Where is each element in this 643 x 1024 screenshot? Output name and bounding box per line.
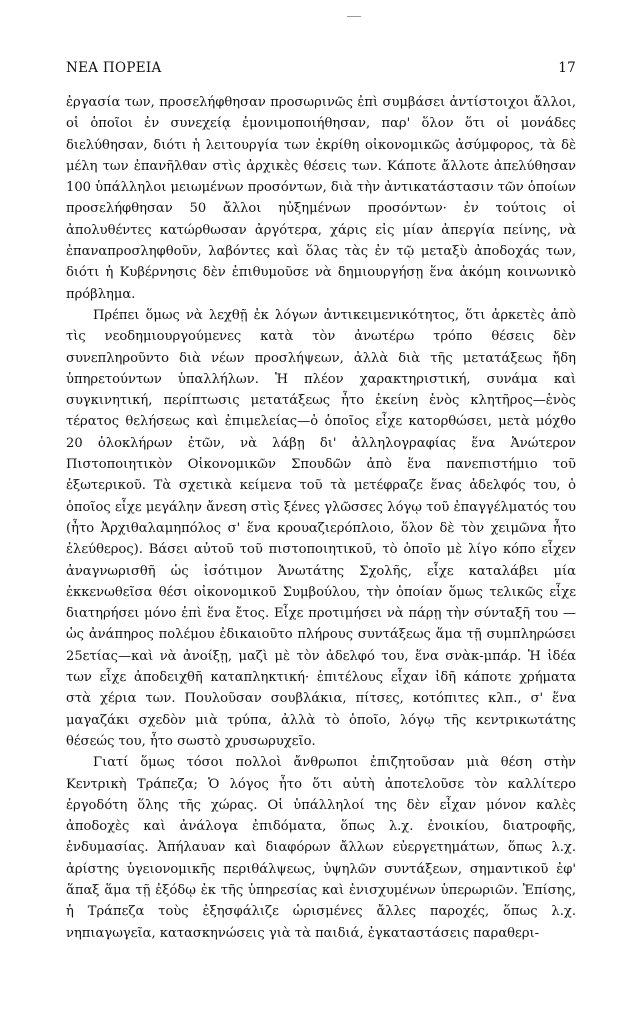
paragraph-1: ἐργασία των, προσελήφθησαν προσωρινῶς ἐπὶ συμβάσει ἀντίστοιχοι ἄλλοι, οἱ ὁποῖοι ἐν συνεχείᾳ ἐμονιμοποιήθησαν, παρ' ὅλον ὅτι οἱ μονάδες διελύθησαν, διότι ἡ λειτουργία των ἐκρίθη οἰκονομικῶς ἀσύμφορος, τὰ δὲ μέλη των ἐπανῆλθαν στὶς ἀρχικὲς θέσεις των. Κάποτε ἄλλοτε ἀπελύθησαν 100 ὑπάλληλοι μειωμένων προσόντων, διὰ τὴν ἀντικατάστασιν τῶν ὁποίων προσελήφθησαν 50 ἄλλοι ηὐξημένων προσόντων· ἐν τούτοις οἱ ἀπολυθέντες κατώρθωσαν ἀργότερα, χάρις εἰς μίαν ἀπεργία πείνης, νὰ ἐπαναπροσληφθοῦν, λαβόντες καὶ ὅλας τὰς ἐν τῷ μεταξὺ ἀποδοχάς των, διότι ἡ Κυβέρνησις δὲν ἐπιθυμοῦσε νὰ δημιουργήσῃ ἕνα ἀκόμη κοινωνικὸ πρόβλημα. bbox=[66, 95, 576, 302]
top-margin-mark bbox=[347, 16, 361, 17]
running-header bbox=[66, 60, 576, 76]
running-title: ΝΕΑ ΠΟΡΕΙΑ bbox=[66, 60, 162, 76]
page-number: 17 bbox=[558, 60, 576, 76]
paragraph-2: Πρέπει ὅμως νὰ λεχθῇ ἐκ λόγων ἀντικειμενικότητος, ὅτι ἀρκετὲς ἀπὸ τὶς νεοδημιουργούμενες κατὰ τὸν ἀνωτέρω τρόπο θέσεις δὲν συνεπληροῦντο διὰ νέων προσλήψεων, ἀλλὰ διὰ τῆς μετατάξεως ἤδη ὑπηρετούντων ὑπαλλήλων. Ἡ πλέον χαρακτηριστική, συνάμα καὶ συγκινητική, περίπτωσις μετατάξεως ἦτο ἐκείνη ἑνὸς κλητῆρος—ἑνὸς τέρατος θελήσεως καὶ ἐπιμελείας—ὁ ὁποῖος εἶχε κατορθώσει, μετὰ μόχθο 20 ὁλοκλήρων ἐτῶν, νὰ λάβῃ δι' ἀλληλογραφίας ἕνα Ἀνώτερον Πιστοποιητικὸν Οἰκονομικῶν Σπουδῶν ἀπὸ ἕνα πανεπιστήμιο τοῦ ἐξωτερικοῦ. Τὰ σχετικὰ κείμενα τοῦ τὰ μετέφραζε ἕνας ἀδελφός του, ὁ ὁποῖος εἶχε μεγάλην ἄνεση στὶς ξένες γλῶσσες λόγῳ τοῦ ἐπαγγέλματός του (ἦτο Ἀρχιθαλαμηπόλος σ' ἕνα κρουαζιερόπλοιο, ὅλον δὲ τὸν χειμῶνα ἦτο ἐλεύθερος). Βάσει αὐτοῦ τοῦ πιστοποιητικοῦ, τὸ ὁποῖο μὲ λίγο κόπο εἶχεν ἀναγνωρισθῆ ὡς ἰσότιμον Ἀνωτάτης Σχολῆς, εἶχε καταλάβει μία ἐκκενωθεῖσα θέσι οἰκονομικοῦ Συμβούλου, τὴν ὁποίαν ὅμως τελικῶς εἶχε διατηρήσει μόνο ἐπὶ ἕνα ἔτος. Εἶχε προτιμήσει νὰ πάρῃ τὴν σύνταξῆ του —ὡς ἀνάπηρος πολέμου ἐδικαιοῦτο πλήρους συντάξεως ἅμα τῇ συμπληρώσει 25ετίας—καὶ νὰ ἀνοίξῃ, μαζὶ μὲ τὸν ἀδελφό του, ἕνα σνὰκ-μπάρ. Ἡ ἰδέα των εἶχε ἀποδειχθῆ καταπληκτική· ἐπιτέλους εἶχαν ἰδῆ κάποτε χρήματα στὰ χέρια των. Πουλοῦσαν σουβλάκια, πίτσες, κοτόπιτες κλπ., σ' ἕνα μαγαζάκι σχεδὸν μιὰ τρύπα, ἀλλὰ τὸ ὁποῖο, λόγῳ τῆς κεντρικωτάτης θέσεώς του, ἦτο σωστὸ χρυσωρυχεῖο. bbox=[66, 307, 576, 749]
paragraph-3: Γιατί ὅμως τόσοι πολλοὶ ἄνθρωποι ἐπιζητοῦσαν μιὰ θέση στὴν Κεντρικὴ Τράπεζα; Ὁ λόγος ἦτο ὅτι αὐτὴ ἀποτελοῦσε τὸν καλλίτερο ἐργοδότη ὅλης τῆς χώρας. Οἱ ὑπάλληλοί της δὲν εἶχαν μόνον καλὲς ἀποδοχὲς καὶ ἀνάλογα ἐπιδόματα, ὅπως λ.χ. ἐνοικίου, διατροφῆς, ἐνδυμασίας. Ἀπήλαυαν καὶ διαφόρων ἄλλων εὐεργετημάτων, ὅπως λ.χ. ἀρίστης ὑγειονομικῆς περιθάλψεως, ὑψηλῶν συντάξεων, σημαντικοῦ ἐφ' ἅπαξ ἅμα τῇ ἐξόδῳ ἐκ τῆς ὑπηρεσίας καὶ ἐνισχυμένων ὑπερωριῶν. Ἐπίσης, ἡ Τράπεζα τοὺς ἐξησφάλιζε ὡρισμένες ἄλλες παροχές, ὅπως λ.χ. νηπιαγωγεῖα, κατασκηνώσεις γιὰ τὰ παιδιά, ἐγκαταστάσεις παραθερι- bbox=[66, 755, 576, 941]
body-text bbox=[66, 92, 576, 944]
